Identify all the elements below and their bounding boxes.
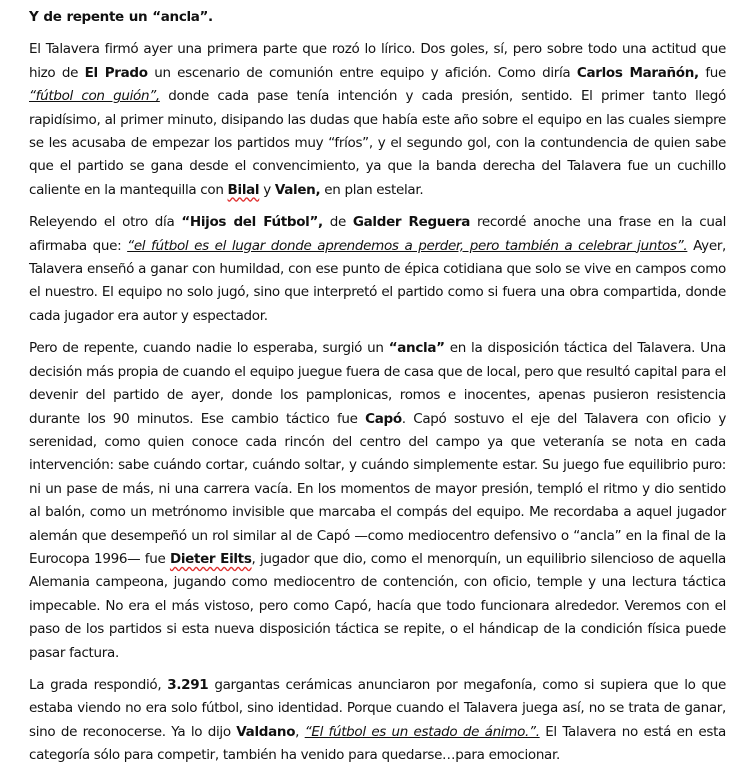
text-run: un escenario de comunión entre equipo y afición. Como diría (147, 64, 577, 81)
bold-name: Valen, (274, 181, 321, 198)
paragraph-1 (29, 38, 726, 202)
italic-quote: “El fútbol es un estado de ánimo.”. (304, 723, 540, 740)
italic-quote: “fútbol con guión”, (29, 88, 160, 105)
text-run: y (259, 181, 275, 198)
text-run: Releyendo el otro día (29, 214, 182, 231)
bold-name: Dieter Eilts (169, 550, 252, 567)
text-run: El Talavera no está en esta categoría sólo para competir, también ha venido para quedarse…para emocionar. (29, 723, 726, 764)
bold-book-title: “Hijos del Fútbol”, (181, 214, 323, 231)
document-title: Y de repente un “ancla”. (29, 9, 213, 25)
text-run: en la disposición táctica del Talavera. Una decisión más propia de cuando el equipo juegue fuera de casa que de local, pero que resultó capital para el devenir del partido de ayer, donde los pamplonicas, romos e inocentes, apenas pusieron resistencia durante los 90 minutos. Ese cambio táctico fue (29, 340, 726, 427)
bold-name: Carlos Marañón, (576, 64, 699, 81)
text-run: , jugador que dio, como el menorquín, un equilibrio silencioso de aquella Alemania campeona, jugando como mediocentro de contención, con oficio, temple y una lectura táctica impecable. No era el más vistoso, pero como Capó, hacía que todo funcionara alrededor. Veremos con el paso de los partidos si esta nueva disposición táctica se repite, o el hándicap de la condición física puede pasar factura. (29, 550, 727, 661)
text-run: Pero de repente, cuando nadie lo esperaba, surgió un (29, 340, 389, 357)
text-run: en plan estelar. (320, 181, 424, 198)
italic-quote: “el fútbol es el lugar donde aprendemos a perder, pero también a celebrar juntos”. (127, 237, 688, 254)
bold-venue: El Prado (84, 64, 148, 81)
text-run: , (295, 723, 305, 740)
text-run: recordé anoche una frase en la cual afirmaba que: (29, 214, 726, 254)
text-run: de (322, 214, 353, 231)
text-run: fue (698, 64, 726, 81)
bold-name: Valdano (236, 723, 296, 740)
bold-name: Galder Reguera (352, 214, 471, 231)
text-run: Ayer, Talavera enseñó a ganar con humildad, con ese punto de épica cotidiana que solo se vive en campos como el nuestro. El equipo no solo jugó, sino que interpretó el partido como si fuera una obra compartida, donde cada jugador era autor y espectador. (29, 237, 727, 324)
text-run: donde cada pase tenía intención y cada presión, sentido. El primer tanto llegó rapidísimo, al primer minuto, disipando las dudas que había este año sobre el equipo en las cuales siempre se les acusaba de empezar los partidos muy “fríos”, y el segundo gol, con la contundencia de quien sabe que el partido se gana desde el convencimiento, ya que la banda derecha del Talavera fue un cuchillo caliente en la mantequilla con (29, 88, 726, 198)
text-run: gargantas cerámicas anunciaron por megafonía, como si supiera que lo que estaba viendo no era solo fútbol, sino identidad. Porque cuando el Talavera juega así, no se trata de ganar, sino de reconocerse. Ya lo dijo (29, 676, 727, 740)
paragraph-3 (29, 337, 726, 665)
paragraph-2 (29, 211, 726, 328)
text-run: El Talavera firmó ayer una primera parte que rozó lo lírico. Dos goles, sí, pero sobre todo una actitud que hizo de (29, 41, 726, 81)
paragraph-4 (29, 674, 726, 768)
bold-name: Bilal (227, 181, 260, 198)
document-body (29, 6, 726, 777)
bold-number: 3.291 (167, 676, 209, 693)
text-run: La grada respondió, (29, 676, 168, 693)
bold-name: Capó (365, 410, 402, 427)
text-run: . Capó sostuvo el eje del Talavera con oficio y serenidad, como quien conoce cada rincón del centro del campo ya que veteranía se nota en cada intervención: sabe cuándo cortar, cuándo soltar, y cuándo simplemente estar. Su juego fue equilibrio puro: ni un pase de más, ni una carrera vacía. En los momentos de mayor presión, templó el ritmo y dio sentido al balón, como un metrónomo invisible que marcaba el compás del equipo. Me recordaba a aquel jugador alemán que desempeñó un rol similar al de Capó —como mediocentro defensivo o “ancla” en la final de la Eurocopa 1996— fue (29, 410, 726, 567)
bold-term: “ancla” (388, 340, 445, 357)
